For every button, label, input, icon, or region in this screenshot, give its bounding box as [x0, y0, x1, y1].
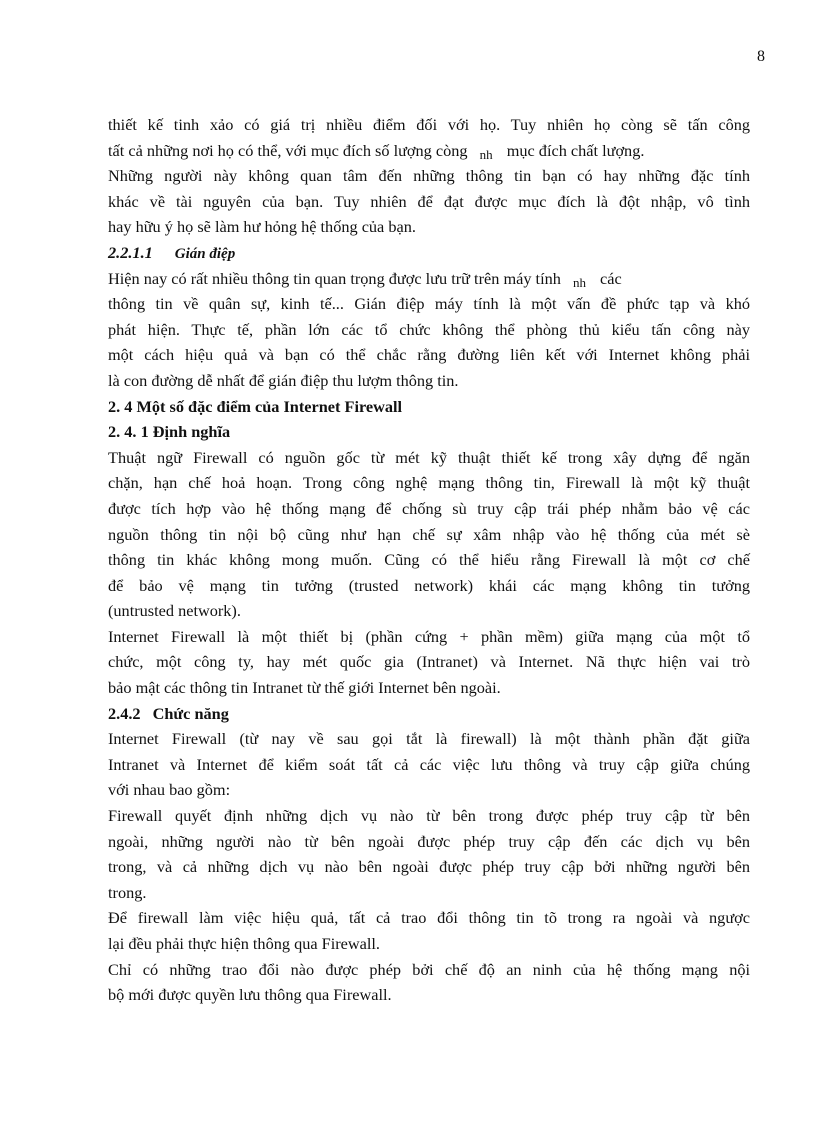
section-heading-2-2-1-1 — [108, 240, 750, 266]
text-line: thông tin khác không mong muốn. Cũng có thể hiểu rằng Firewall là một cơ chế — [108, 550, 750, 570]
text-line — [108, 266, 750, 292]
text-line: Những người này không quan tâm đến những thông tin bạn có hay những đặc tính — [108, 166, 750, 186]
section-title: Chức năng — [152, 703, 229, 723]
text-line: để bảo vệ mạng tin tưởng (trusted network) khái các mạng không tin tưởng — [108, 575, 750, 595]
section-number: 2.2.1.1 — [108, 242, 153, 262]
text-line: (untrusted network). — [108, 601, 241, 621]
text-line: trong. — [108, 882, 147, 902]
text-fragment: các — [600, 268, 622, 288]
text-line: một cách hiệu quả và bạn có thể chắc rằng đường liên kết với Internet không phải — [108, 345, 750, 365]
text-line: bộ mới được quyền lưu thông qua Firewall. — [108, 985, 392, 1005]
text-line: Firewall quyết định những dịch vụ nào từ bên trong được phép truy cập từ bên — [108, 806, 750, 826]
text-line: Internet Firewall là một thiết bị (phần cứng + phần mềm) giữa mạng của một tổ — [108, 626, 750, 646]
text-line: với nhau bao gồm: — [108, 780, 231, 800]
text-fragment: nh — [572, 274, 586, 290]
section-heading-2-4-2 — [108, 701, 750, 727]
text-line: thông tin về quân sự, kinh tế... Gián điệp máy tính là một vấn đề phức tạp và khó — [108, 294, 750, 314]
paragraph-5 — [108, 726, 750, 803]
text-line: chặn, hạn chế hoả hoạn. Trong công nghệ mạng thông tin, Firewall là một kỹ thuật — [108, 473, 750, 493]
text-line: hay hữu ý họ sẽ làm hư hỏng hệ thống của bạn. — [108, 217, 416, 237]
page-number: 8 — [757, 48, 765, 65]
text-line: là con đường dễ nhất để gián điệp thu lượm thông tin. — [108, 370, 459, 390]
text-fragment: Hiện nay có rất nhiều thông tin quan trọng được lưu trữ trên máy tính — [108, 268, 561, 288]
text-line: phát hiện. Thực tế, phần lớn các tổ chức không thể phòng thủ kiểu tấn công này — [108, 319, 750, 339]
text-fragment: nh — [479, 146, 493, 162]
text-line: ngoài, những người nào từ bên ngoài được phép truy cập đến các dịch vụ bên — [108, 831, 750, 851]
text-line: Intranet và Internet để kiểm soát tất cả các việc lưu thông và truy cập giữa chúng — [108, 754, 750, 774]
text-line: thiết kế tinh xảo có giá trị nhiều điểm đối với họ. Tuy nhiên họ còng sẽ tấn công — [108, 115, 750, 134]
section-heading-2-4-1: 2. 4. 1 Định nghĩa — [108, 422, 231, 442]
section-title: Gián điệp — [174, 245, 236, 262]
text-line: trong, và cả những dịch vụ nào bên ngoài được phép truy cập bởi những người bên — [108, 857, 750, 877]
section-number: 2.4.2 — [108, 703, 141, 723]
paragraph-2 — [108, 266, 750, 394]
text-line: Chỉ có những trao đổi nào được phép bởi chế độ an ninh của hệ thống mạng nội — [108, 959, 750, 979]
text-line — [108, 138, 750, 164]
text-line: bảo mật các thông tin Intranet từ thế giới Internet bên ngoài. — [108, 678, 501, 698]
document-body — [108, 112, 750, 1008]
text-line: Internet Firewall (từ nay về sau gọi tắt là firewall) là một thành phần đặt giữa — [108, 729, 750, 749]
text-line: khác về tài nguyên của bạn. Tuy nhiên để đạt được mục đích là đột nhập, vô tình — [108, 191, 750, 211]
paragraph-3 — [108, 445, 750, 624]
paragraph-8 — [108, 957, 750, 1008]
text-fragment: tất cả những nơi họ có thể, với mục đích số lượng còng — [108, 140, 468, 160]
text-line: Để firewall làm việc hiệu quả, tất cả trao đổi thông tin tõ trong ra ngoài và ngược — [108, 908, 750, 928]
paragraph-4 — [108, 624, 750, 701]
text-line: chức, một công ty, hay mét quốc gia (Intranet) và Internet. Nã thực hiện vai trò — [108, 652, 750, 672]
text-line: được tích hợp vào hệ thống mạng để chống sù truy cập trái phép nhằm bảo vệ các — [108, 498, 750, 518]
paragraph-7 — [108, 905, 750, 956]
text-line: nguồn thông tin nội bộ cũng như hạn chế sự xâm nhập vào hệ thống của mét sè — [108, 524, 750, 544]
section-heading-2-4: 2. 4 Một số đặc điểm của Internet Firewall — [108, 396, 403, 416]
text-fragment: mục đích chất lượng. — [506, 140, 645, 160]
paragraph-1 — [108, 112, 750, 240]
paragraph-6 — [108, 803, 750, 905]
text-line: Thuật ngữ Firewall có nguồn gốc từ mét kỹ thuật thiết kế trong xây dựng để ngăn — [108, 447, 750, 467]
text-line: lại đều phải thực hiện thông qua Firewall. — [108, 934, 380, 953]
